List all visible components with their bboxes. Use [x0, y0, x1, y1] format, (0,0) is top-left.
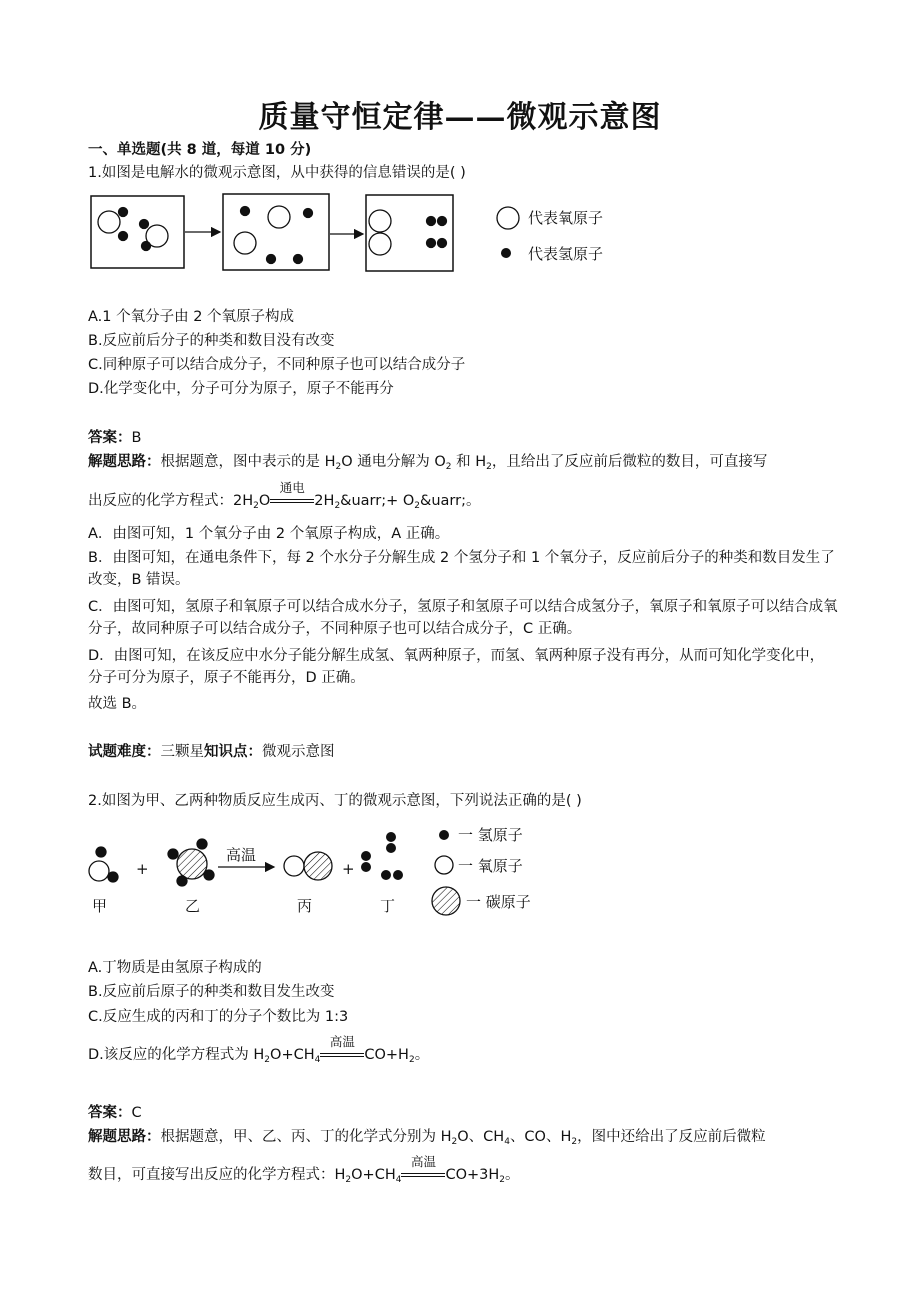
oxygen-legend-label: 一 氧原子 [458, 857, 523, 875]
q2-option-c: C.反应生成的丙和丁的分子个数比为 1:3 [88, 1009, 349, 1025]
page-title: 质量守恒定律——微观示意图 [258, 100, 662, 135]
hydrogen-legend-label: 一 氢原子 [458, 826, 523, 844]
q1-analysis-line1: 解题思路：根据题意，图中表示的是 $H_2O$ 通电分解为 $O_2$ 和 $H_2$，且给出了反应前后微粒的数目，可直接写 [88, 454, 768, 472]
q2-stem: 2.如图为甲、乙两种物质反应生成丙、丁的微观示意图，下列说法正确的是( ) [88, 793, 582, 809]
plus-sign: + [136, 860, 149, 878]
q1-option-a: A.1 个氧分子由 2 个氧原子构成 [88, 309, 295, 325]
q1-explain-b: B．由图可知，在通电条件下，每 2 个水分子分解生成 2 个氢分子和 1 个氧分子，反应前后分子的种类和数目发生了改变，B 错误。 [88, 550, 835, 588]
oxygen-legend-icon [435, 856, 453, 874]
oxygen-legend-icon [497, 207, 519, 229]
water-molecules-box [91, 196, 184, 268]
hydrogen-legend-icon [439, 830, 449, 840]
products-box [366, 195, 453, 271]
q1-stem: 1.如图是电解水的微观示意图，从中获得的信息错误的是( ) [88, 165, 466, 181]
jia-molecule [89, 847, 118, 882]
hydrogen-legend-icon [501, 248, 511, 258]
atoms-box [223, 194, 329, 270]
reaction-condition: 高温 [226, 846, 257, 864]
q1-explain-c: C．由图可知，氢原子和氧原子可以结合成水分子，氢原子和氢原子可以结合成氢分子，氧原子和氧原子可以结合成氧分子，故同种原子可以结合成分子，不同种原子也可以结合成分子，C 正确。 [88, 599, 838, 637]
q2-reaction-diagram [88, 822, 548, 926]
q1-electrolysis-diagram [88, 190, 628, 274]
q1-conclusion: 故选 B。 [88, 696, 147, 712]
oxygen-legend-label: 代表氧原子 [528, 209, 604, 227]
section-heading: 一、单选题(共 8 道，每道 10 分) [88, 142, 312, 158]
label-ding: 丁 [380, 897, 396, 915]
hydrogen-legend-label: 代表氢原子 [528, 245, 604, 263]
q2-analysis-line1: 解题思路：根据题意，甲、乙、丙、丁的化学式分别为 $H_2O$、$CH_4$、CO、$H_2$，图中还给出了反应前后微粒 [88, 1129, 766, 1147]
q1-explain-a: A．由图可知，1 个氧分子由 2 个氧原子构成，A 正确。 [88, 526, 450, 542]
q1-option-b: B.反应前后分子的种类和数目没有改变 [88, 333, 335, 349]
q2-option-b: B.反应前后原子的种类和数目发生改变 [88, 984, 335, 1000]
equation-condition: 高温 [320, 1047, 364, 1061]
carbon-legend-label: 一 碳原子 [466, 893, 531, 911]
equation-condition: 通电 [270, 493, 314, 507]
label-bing: 丙 [297, 897, 313, 915]
q1-analysis-line2: 出反应的化学方程式：$2H_2O$ 通电 $2H_2\&uarr;+$ $O_2\&uarr$;。 [88, 480, 481, 511]
yi-molecule [168, 839, 214, 886]
q1-explain-d: D．由图可知，在该反应中水分子能分解生成氢、氧两种原子，而氢、氧两种原子没有再分，从而可知化学变化中，分子可分为原子，原子不能再分，D 正确。 [88, 648, 825, 686]
carbon-legend-icon [432, 887, 460, 915]
bing-molecule [284, 852, 332, 880]
q2-analysis-line2: 数目，可直接写出反应的化学方程式：$H_2O+CH_4$ 高温 $CO+3H_2$。 [88, 1154, 520, 1185]
label-jia: 甲 [92, 897, 108, 915]
q2-option-d: D.该反应的化学方程式为 $H_2O+CH_4$ 高温 $CO+H_2$。 [88, 1034, 430, 1065]
q2-option-a: A.丁物质是由氢原子构成的 [88, 960, 262, 976]
equation-condition: 高温 [401, 1167, 445, 1181]
q2-answer: 答案：C [88, 1105, 142, 1121]
q1-meta: 试题难度：三颗星知识点：微观示意图 [88, 744, 335, 760]
ding-molecules [361, 832, 403, 880]
q1-option-d: D.化学变化中，分子可分为原子，原子不能再分 [88, 381, 394, 397]
label-yi: 乙 [185, 897, 201, 915]
q1-answer: 答案：B [88, 430, 142, 446]
plus-sign: + [342, 860, 355, 878]
q1-option-c: C.同种原子可以结合成分子，不同种原子也可以结合成分子 [88, 357, 466, 373]
